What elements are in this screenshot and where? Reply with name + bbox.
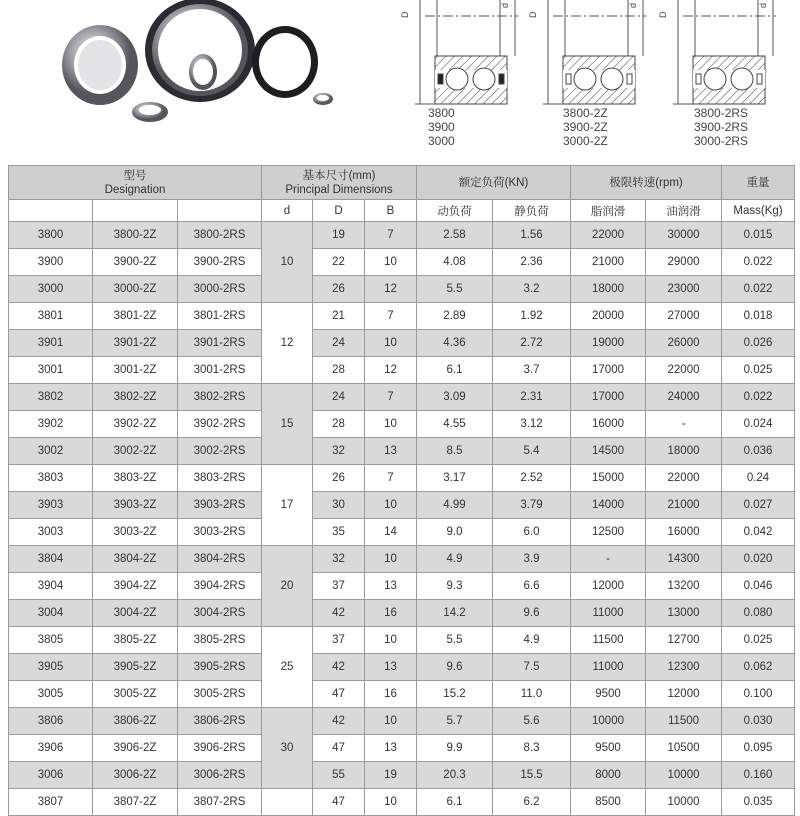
outer-diameter: 47 bbox=[313, 681, 365, 708]
width: 16 bbox=[365, 600, 417, 627]
inner-diameter-label: d bbox=[628, 2, 638, 8]
table-row bbox=[9, 708, 795, 735]
dynamic-load: 9.3 bbox=[417, 573, 493, 600]
model-open: 3903 bbox=[9, 492, 93, 519]
width: 12 bbox=[365, 357, 417, 384]
table-row bbox=[9, 330, 795, 357]
width: 13 bbox=[365, 573, 417, 600]
mass: 0.100 bbox=[722, 681, 795, 708]
model-open: 3905 bbox=[9, 654, 93, 681]
static-load: 2.31 bbox=[493, 384, 571, 411]
model-2z: 3006-2Z bbox=[93, 762, 178, 789]
grease-speed: 9500 bbox=[571, 735, 646, 762]
static-load: 1.56 bbox=[493, 222, 571, 249]
mass: 0.030 bbox=[722, 708, 795, 735]
subheader-cell: 脂润滑 bbox=[571, 200, 646, 222]
model-open: 3003 bbox=[9, 519, 93, 546]
model-2rs: 3006-2RS bbox=[178, 762, 262, 789]
table-row bbox=[9, 438, 795, 465]
designation-header bbox=[9, 166, 262, 200]
width: 14 bbox=[365, 519, 417, 546]
model-2z: 3901-2Z bbox=[93, 330, 178, 357]
table-row bbox=[9, 627, 795, 654]
table-row bbox=[9, 762, 795, 789]
table-row bbox=[9, 654, 795, 681]
width: 10 bbox=[365, 708, 417, 735]
dynamic-load: 4.99 bbox=[417, 492, 493, 519]
model-open: 3807 bbox=[9, 789, 93, 816]
outer-diameter: 32 bbox=[313, 438, 365, 465]
oil-speed: 10000 bbox=[646, 762, 722, 789]
width: 16 bbox=[365, 681, 417, 708]
oil-speed: 14300 bbox=[646, 546, 722, 573]
model-open: 3902 bbox=[9, 411, 93, 438]
table-row bbox=[9, 357, 795, 384]
table-row bbox=[9, 519, 795, 546]
outer-diameter: 42 bbox=[313, 708, 365, 735]
static-load: 3.7 bbox=[493, 357, 571, 384]
static-load: 11.0 bbox=[493, 681, 571, 708]
subheader-cell: Mass(Kg) bbox=[722, 200, 795, 222]
drawing-model-labels bbox=[694, 106, 748, 148]
outer-diameter: 47 bbox=[313, 789, 365, 816]
width: 13 bbox=[365, 735, 417, 762]
bearing-cross-section-drawing bbox=[400, 0, 530, 160]
outer-diameter-label: D bbox=[658, 11, 668, 18]
bore-diameter: 30 bbox=[262, 708, 313, 789]
subheader-cell: d bbox=[262, 200, 313, 222]
grease-speed: 18000 bbox=[571, 276, 646, 303]
outer-diameter: 37 bbox=[313, 573, 365, 600]
dynamic-load: 3.09 bbox=[417, 384, 493, 411]
mass: 0.042 bbox=[722, 519, 795, 546]
model-2rs: 3802-2RS bbox=[178, 384, 262, 411]
dims-en: Principal Dimensions bbox=[285, 183, 393, 196]
mass: 0.020 bbox=[722, 546, 795, 573]
oil-speed: 26000 bbox=[646, 330, 722, 357]
outer-diameter: 55 bbox=[313, 762, 365, 789]
drawing-model-labels bbox=[428, 106, 455, 148]
dynamic-load: 15.2 bbox=[417, 681, 493, 708]
static-load: 6.2 bbox=[493, 789, 571, 816]
mass: 0.062 bbox=[722, 654, 795, 681]
model-open: 3906 bbox=[9, 735, 93, 762]
grease-speed: 11000 bbox=[571, 654, 646, 681]
model-label: 3900 bbox=[428, 120, 455, 134]
mass: 0.24 bbox=[722, 465, 795, 492]
bore-diameter bbox=[262, 789, 313, 816]
blank-subheader bbox=[93, 200, 178, 222]
subheader-cell: D bbox=[313, 200, 365, 222]
outer-diameter: 30 bbox=[313, 492, 365, 519]
grease-speed: 8500 bbox=[571, 789, 646, 816]
model-2z: 3002-2Z bbox=[93, 438, 178, 465]
outer-diameter: 35 bbox=[313, 519, 365, 546]
width: 19 bbox=[365, 762, 417, 789]
table-row bbox=[9, 789, 795, 816]
oil-speed: 24000 bbox=[646, 384, 722, 411]
bore-diameter: 25 bbox=[262, 627, 313, 708]
grease-speed: - bbox=[571, 546, 646, 573]
mass: 0.025 bbox=[722, 627, 795, 654]
model-open: 3801 bbox=[9, 303, 93, 330]
model-2z: 3905-2Z bbox=[93, 654, 178, 681]
oil-speed: 12700 bbox=[646, 627, 722, 654]
weight-header: 重量 bbox=[722, 166, 795, 200]
model-2z: 3004-2Z bbox=[93, 600, 178, 627]
width: 7 bbox=[365, 222, 417, 249]
model-open: 3005 bbox=[9, 681, 93, 708]
width: 7 bbox=[365, 303, 417, 330]
model-open: 3800 bbox=[9, 222, 93, 249]
mass: 0.022 bbox=[722, 384, 795, 411]
model-open: 3002 bbox=[9, 438, 93, 465]
dynamic-load: 5.5 bbox=[417, 627, 493, 654]
dynamic-load: 14.2 bbox=[417, 600, 493, 627]
model-2rs: 3807-2RS bbox=[178, 789, 262, 816]
subheader-row bbox=[9, 200, 795, 222]
model-open: 3806 bbox=[9, 708, 93, 735]
grease-speed: 14000 bbox=[571, 492, 646, 519]
inner-diameter-label: d bbox=[758, 2, 768, 8]
model-2rs: 3805-2RS bbox=[178, 627, 262, 654]
model-open: 3001 bbox=[9, 357, 93, 384]
model-2z: 3806-2Z bbox=[93, 708, 178, 735]
mass: 0.160 bbox=[722, 762, 795, 789]
table-row bbox=[9, 735, 795, 762]
oil-speed: 13200 bbox=[646, 573, 722, 600]
bearing-spec-table bbox=[8, 165, 795, 816]
static-load: 8.3 bbox=[493, 735, 571, 762]
model-open: 3000 bbox=[9, 276, 93, 303]
outer-diameter-label: D bbox=[528, 11, 538, 18]
grease-speed: 12000 bbox=[571, 573, 646, 600]
model-2z: 3903-2Z bbox=[93, 492, 178, 519]
static-load: 5.4 bbox=[493, 438, 571, 465]
model-2rs: 3803-2RS bbox=[178, 465, 262, 492]
static-load: 1.92 bbox=[493, 303, 571, 330]
oil-speed: 18000 bbox=[646, 438, 722, 465]
static-load: 6.6 bbox=[493, 573, 571, 600]
mass: 0.018 bbox=[722, 303, 795, 330]
grease-speed: 10000 bbox=[571, 708, 646, 735]
table-row bbox=[9, 222, 795, 249]
dynamic-load: 20.3 bbox=[417, 762, 493, 789]
subheader-cell: 动负荷 bbox=[417, 200, 493, 222]
static-load: 15.5 bbox=[493, 762, 571, 789]
model-2rs: 3004-2RS bbox=[178, 600, 262, 627]
oil-speed: 22000 bbox=[646, 357, 722, 384]
outer-diameter: 42 bbox=[313, 654, 365, 681]
bore-diameter: 15 bbox=[262, 384, 313, 465]
model-2z: 3001-2Z bbox=[93, 357, 178, 384]
dynamic-load: 2.58 bbox=[417, 222, 493, 249]
inner-diameter-label: d bbox=[500, 2, 510, 8]
model-open: 3804 bbox=[9, 546, 93, 573]
outer-diameter-label: D bbox=[400, 11, 410, 18]
oil-speed: 13000 bbox=[646, 600, 722, 627]
mass: 0.022 bbox=[722, 276, 795, 303]
model-2z: 3803-2Z bbox=[93, 465, 178, 492]
dynamic-load: 6.1 bbox=[417, 789, 493, 816]
outer-diameter: 26 bbox=[313, 276, 365, 303]
outer-diameter: 28 bbox=[313, 357, 365, 384]
grease-speed: 21000 bbox=[571, 249, 646, 276]
outer-diameter: 32 bbox=[313, 546, 365, 573]
oil-speed: 10000 bbox=[646, 789, 722, 816]
width: 10 bbox=[365, 789, 417, 816]
dynamic-load: 3.17 bbox=[417, 465, 493, 492]
table-row bbox=[9, 303, 795, 330]
static-load: 6.0 bbox=[493, 519, 571, 546]
model-open: 3004 bbox=[9, 600, 93, 627]
width: 7 bbox=[365, 465, 417, 492]
mass: 0.015 bbox=[722, 222, 795, 249]
oil-speed: 30000 bbox=[646, 222, 722, 249]
model-2z: 3807-2Z bbox=[93, 789, 178, 816]
model-2z: 3000-2Z bbox=[93, 276, 178, 303]
mass: 0.026 bbox=[722, 330, 795, 357]
model-2z: 3804-2Z bbox=[93, 546, 178, 573]
dynamic-load: 4.9 bbox=[417, 546, 493, 573]
grease-speed: 16000 bbox=[571, 411, 646, 438]
width: 10 bbox=[365, 411, 417, 438]
table-row bbox=[9, 276, 795, 303]
blank-subheader bbox=[9, 200, 93, 222]
grease-speed: 20000 bbox=[571, 303, 646, 330]
model-2rs: 3804-2RS bbox=[178, 546, 262, 573]
designation-en: Designation bbox=[104, 183, 166, 196]
model-open: 3803 bbox=[9, 465, 93, 492]
grease-speed: 12500 bbox=[571, 519, 646, 546]
model-label: 3800-2RS bbox=[694, 106, 749, 120]
model-open: 3900 bbox=[9, 249, 93, 276]
dynamic-load: 5.7 bbox=[417, 708, 493, 735]
bore-diameter: 10 bbox=[262, 222, 313, 303]
outer-diameter: 24 bbox=[313, 330, 365, 357]
outer-diameter: 24 bbox=[313, 384, 365, 411]
mass: 0.095 bbox=[722, 735, 795, 762]
static-load: 3.9 bbox=[493, 546, 571, 573]
table-row bbox=[9, 249, 795, 276]
model-2z: 3801-2Z bbox=[93, 303, 178, 330]
oil-speed: 29000 bbox=[646, 249, 722, 276]
width: 10 bbox=[365, 330, 417, 357]
grease-speed: 19000 bbox=[571, 330, 646, 357]
model-2z: 3904-2Z bbox=[93, 573, 178, 600]
table-row bbox=[9, 573, 795, 600]
model-2rs: 3000-2RS bbox=[178, 276, 262, 303]
width: 10 bbox=[365, 249, 417, 276]
grease-speed: 8000 bbox=[571, 762, 646, 789]
table-row bbox=[9, 384, 795, 411]
table-row bbox=[9, 492, 795, 519]
drawing-model-labels bbox=[563, 106, 608, 148]
oil-speed: 11500 bbox=[646, 708, 722, 735]
oil-speed: 23000 bbox=[646, 276, 722, 303]
bearings-product-photo bbox=[55, 0, 345, 135]
dynamic-load: 4.36 bbox=[417, 330, 493, 357]
grease-speed: 11000 bbox=[571, 600, 646, 627]
width: 10 bbox=[365, 492, 417, 519]
model-2z: 3900-2Z bbox=[93, 249, 178, 276]
model-2rs: 3906-2RS bbox=[178, 735, 262, 762]
oil-speed: 12000 bbox=[646, 681, 722, 708]
model-2z: 3005-2Z bbox=[93, 681, 178, 708]
speed-header: 极限转速(rpm) bbox=[571, 166, 722, 200]
oil-speed: 21000 bbox=[646, 492, 722, 519]
model-2rs: 3005-2RS bbox=[178, 681, 262, 708]
dynamic-load: 8.5 bbox=[417, 438, 493, 465]
subheader-cell: 油润滑 bbox=[646, 200, 722, 222]
grease-speed: 17000 bbox=[571, 357, 646, 384]
grease-speed: 9500 bbox=[571, 681, 646, 708]
model-2rs: 3801-2RS bbox=[178, 303, 262, 330]
model-2rs: 3903-2RS bbox=[178, 492, 262, 519]
width: 10 bbox=[365, 546, 417, 573]
table-row bbox=[9, 546, 795, 573]
outer-diameter: 37 bbox=[313, 627, 365, 654]
model-label: 3000 bbox=[428, 134, 455, 148]
model-2rs: 3900-2RS bbox=[178, 249, 262, 276]
model-label: 3000-2RS bbox=[694, 134, 749, 148]
static-load: 4.9 bbox=[493, 627, 571, 654]
dimensions-header bbox=[262, 166, 417, 200]
static-load: 2.52 bbox=[493, 465, 571, 492]
table-row bbox=[9, 681, 795, 708]
mass: 0.036 bbox=[722, 438, 795, 465]
oil-speed: 27000 bbox=[646, 303, 722, 330]
bore-diameter: 17 bbox=[262, 465, 313, 546]
oil-speed: 10500 bbox=[646, 735, 722, 762]
grease-speed: 15000 bbox=[571, 465, 646, 492]
model-2z: 3906-2Z bbox=[93, 735, 178, 762]
grease-speed: 14500 bbox=[571, 438, 646, 465]
outer-diameter: 47 bbox=[313, 735, 365, 762]
model-2rs: 3905-2RS bbox=[178, 654, 262, 681]
model-2z: 3902-2Z bbox=[93, 411, 178, 438]
oil-speed: - bbox=[646, 411, 722, 438]
width: 13 bbox=[365, 438, 417, 465]
mass: 0.035 bbox=[722, 789, 795, 816]
table-row bbox=[9, 465, 795, 492]
dims-cn: 基本尺寸(mm) bbox=[302, 169, 376, 182]
static-load: 2.36 bbox=[493, 249, 571, 276]
width: 7 bbox=[365, 384, 417, 411]
model-open: 3904 bbox=[9, 573, 93, 600]
dynamic-load: 6.1 bbox=[417, 357, 493, 384]
oil-speed: 22000 bbox=[646, 465, 722, 492]
subheader-cell: B bbox=[365, 200, 417, 222]
dynamic-load: 4.55 bbox=[417, 411, 493, 438]
dynamic-load: 9.6 bbox=[417, 654, 493, 681]
designation-cn: 型号 bbox=[123, 169, 147, 182]
outer-diameter: 22 bbox=[313, 249, 365, 276]
static-load: 7.5 bbox=[493, 654, 571, 681]
model-2rs: 3806-2RS bbox=[178, 708, 262, 735]
subheader-cell: 静负荷 bbox=[493, 200, 571, 222]
model-label: 3800 bbox=[428, 106, 455, 120]
grease-speed: 17000 bbox=[571, 384, 646, 411]
mass: 0.024 bbox=[722, 411, 795, 438]
mass: 0.022 bbox=[722, 249, 795, 276]
model-2rs: 3003-2RS bbox=[178, 519, 262, 546]
static-load: 3.2 bbox=[493, 276, 571, 303]
static-load: 3.12 bbox=[493, 411, 571, 438]
oil-speed: 12300 bbox=[646, 654, 722, 681]
blank-subheader bbox=[178, 200, 262, 222]
model-2rs: 3800-2RS bbox=[178, 222, 262, 249]
model-2rs: 3904-2RS bbox=[178, 573, 262, 600]
model-label: 3000-2Z bbox=[563, 134, 608, 148]
dynamic-load: 9.9 bbox=[417, 735, 493, 762]
model-2rs: 3002-2RS bbox=[178, 438, 262, 465]
table-row bbox=[9, 600, 795, 627]
outer-diameter: 26 bbox=[313, 465, 365, 492]
grease-speed: 11500 bbox=[571, 627, 646, 654]
model-2z: 3805-2Z bbox=[93, 627, 178, 654]
model-open: 3805 bbox=[9, 627, 93, 654]
dynamic-load: 2.89 bbox=[417, 303, 493, 330]
model-label: 3900-2Z bbox=[563, 120, 608, 134]
model-2rs: 3001-2RS bbox=[178, 357, 262, 384]
static-load: 9.6 bbox=[493, 600, 571, 627]
mass: 0.046 bbox=[722, 573, 795, 600]
grease-speed: 22000 bbox=[571, 222, 646, 249]
outer-diameter: 28 bbox=[313, 411, 365, 438]
outer-diameter: 19 bbox=[313, 222, 365, 249]
model-2z: 3800-2Z bbox=[93, 222, 178, 249]
dynamic-load: 5.5 bbox=[417, 276, 493, 303]
width: 13 bbox=[365, 654, 417, 681]
model-2z: 3802-2Z bbox=[93, 384, 178, 411]
oil-speed: 16000 bbox=[646, 519, 722, 546]
model-2rs: 3901-2RS bbox=[178, 330, 262, 357]
model-label: 3900-2RS bbox=[694, 120, 749, 134]
static-load: 5.6 bbox=[493, 708, 571, 735]
dynamic-load: 9.0 bbox=[417, 519, 493, 546]
mass: 0.080 bbox=[722, 600, 795, 627]
static-load: 3.79 bbox=[493, 492, 571, 519]
model-2rs: 3902-2RS bbox=[178, 411, 262, 438]
model-open: 3901 bbox=[9, 330, 93, 357]
bore-diameter: 12 bbox=[262, 303, 313, 384]
model-open: 3006 bbox=[9, 762, 93, 789]
width: 12 bbox=[365, 276, 417, 303]
outer-diameter: 42 bbox=[313, 600, 365, 627]
mass: 0.025 bbox=[722, 357, 795, 384]
mass: 0.027 bbox=[722, 492, 795, 519]
model-open: 3802 bbox=[9, 384, 93, 411]
bore-diameter: 20 bbox=[262, 546, 313, 627]
static-load: 2.72 bbox=[493, 330, 571, 357]
width: 10 bbox=[365, 627, 417, 654]
dynamic-load: 4.08 bbox=[417, 249, 493, 276]
load-header: 额定负荷(KN) bbox=[417, 166, 571, 200]
outer-diameter: 21 bbox=[313, 303, 365, 330]
model-2z: 3003-2Z bbox=[93, 519, 178, 546]
model-label: 3800-2Z bbox=[563, 106, 608, 120]
table-row bbox=[9, 411, 795, 438]
